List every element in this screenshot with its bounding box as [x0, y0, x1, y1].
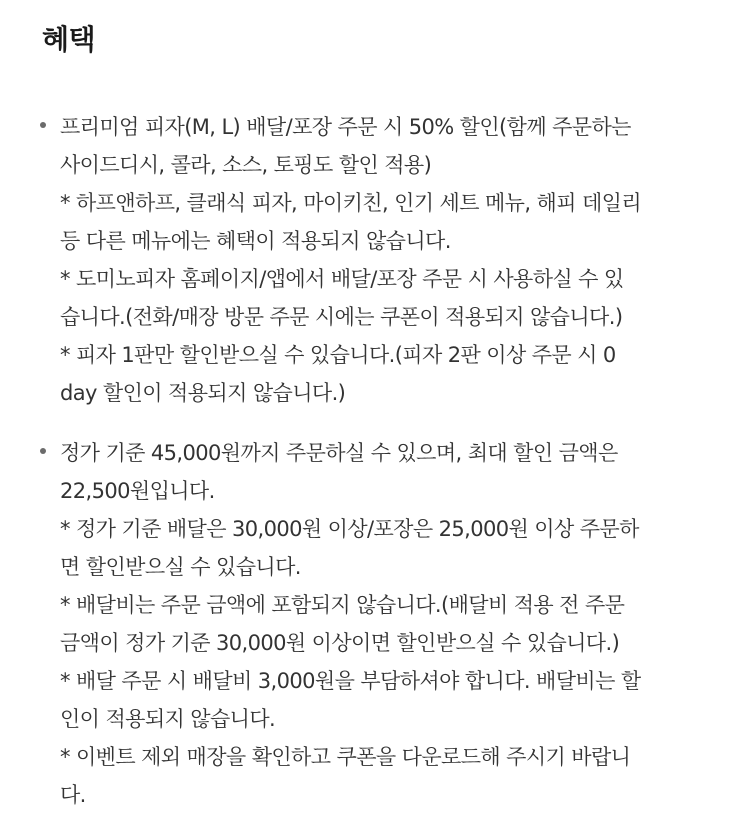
benefit-list [40, 108, 720, 814]
benefit-line: 사이드디시, 콜라, 소스, 토핑도 할인 적용) [60, 153, 432, 177]
benefit-item-limit [40, 434, 720, 814]
benefit-note-line: * 배달비는 주문 금액에 포함되지 않습니다.(배달비 적용 전 주문 [60, 593, 625, 617]
benefit-note-line: * 배달 주문 시 배달비 3,000원을 부담하셔야 합니다. 배달비는 할 [60, 669, 641, 693]
benefit-note-line: 등 다른 메뉴에는 혜택이 적용되지 않습니다. [60, 229, 451, 253]
benefit-note-line: 면 할인받으실 수 있습니다. [60, 555, 301, 579]
benefit-line: 프리미엄 피자(M, L) 배달/포장 주문 시 50% 할인(함께 주문하는 [60, 115, 631, 139]
benefit-note-line: 인이 적용되지 않습니다. [60, 707, 276, 731]
benefit-note-line: * 도미노피자 홈페이지/앱에서 배달/포장 주문 시 사용하실 수 있 [60, 267, 624, 291]
benefit-line: 정가 기준 45,000원까지 주문하실 수 있으며, 최대 할인 금액은 [60, 441, 618, 465]
bullet-icon [40, 122, 46, 128]
benefit-note-line: 습니다.(전화/매장 방문 주문 시에는 쿠폰이 적용되지 않습니다.) [60, 305, 623, 329]
benefit-line: 22,500원입니다. [60, 479, 215, 503]
benefit-item-discount [40, 108, 720, 412]
benefit-note-line: 다. [60, 783, 86, 807]
bullet-icon [40, 448, 46, 454]
benefit-note-line: * 이벤트 제외 매장을 확인하고 쿠폰을 다운로드해 주시기 바랍니 [60, 745, 631, 769]
benefit-note-line: * 피자 1판만 할인받으실 수 있습니다.(피자 2판 이상 주문 시 0 [60, 343, 616, 367]
benefit-note-line: * 정가 기준 배달은 30,000원 이상/포장은 25,000원 이상 주문하 [60, 517, 639, 541]
benefit-note-line: day 할인이 적용되지 않습니다.) [60, 381, 346, 405]
section-title: 혜택 [42, 23, 96, 56]
benefit-note-line: * 하프앤하프, 클래식 피자, 마이키친, 인기 세트 메뉴, 해피 데일리 [60, 191, 642, 215]
benefit-note-line: 금액이 정가 기준 30,000원 이상이면 할인받으실 수 있습니다.) [60, 631, 620, 655]
